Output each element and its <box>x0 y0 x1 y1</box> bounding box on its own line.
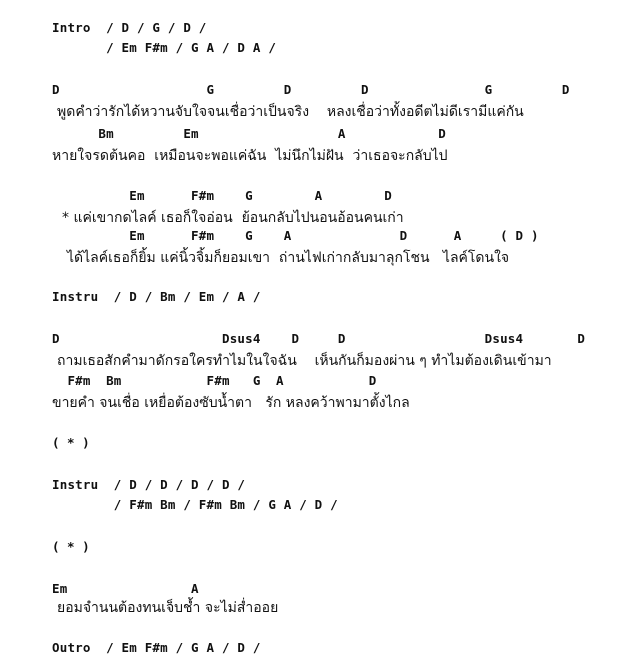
section-line: / Em F#m / G A / D A / <box>52 40 277 55</box>
chord-line: Em F#m G A D <box>52 188 392 203</box>
lyric-line: ได้ไลค์เธอก็ยิ้ม แค่นิ้วจิ้มก็ยอมเขา ถ่านไฟเก่ากลับมาลุกโชน ไลค์โดนใจ <box>67 250 510 266</box>
section-line: Outro / Em F#m / G A / D / <box>52 640 261 655</box>
lyric-line: ขายคำ จนเชื่อ เหยื่อต้องซับน้ำตา รัก หลงคว้าพามาตั้งไกล <box>52 395 410 411</box>
lyric-line: หายใจรดต้นคอ เหมือนจะพอแค่ฉัน ไม่นึกไม่ฝัน ว่าเธอจะกลับไป <box>52 148 448 164</box>
lyric-line: ยอมจำนนต้องทนเจ็บช้ำ จะไม่ส่ำออย <box>57 600 279 616</box>
lyric-line: พูดคำว่ารักได้หวานจับใจจนเชื่อว่าเป็นจริง หลงเชื่อว่าทั้งอดีตไม่ดีเรามีแค่กัน <box>57 104 524 120</box>
chord-line: D Dsus4 D D Dsus4 D <box>52 331 586 346</box>
repeat-marker-line: ( * ) <box>52 435 90 450</box>
section-line: Instru / D / D / D / D / <box>52 477 246 492</box>
section-line: / F#m Bm / F#m Bm / G A / D / <box>52 497 338 512</box>
chord-line: F#m Bm F#m G A D <box>52 373 377 388</box>
section-line: Instru / D / Bm / Em / A / <box>52 289 261 304</box>
lyric-line: ถามเธอสักคำมาดักรอใครทำไมในใจฉัน เห็นกันก็มองผ่าน ๆ ทำไมต้องเดินเข้ามา <box>57 353 552 369</box>
section-line: Intro / D / G / D / <box>52 20 207 35</box>
chord-line: Em A <box>52 581 199 596</box>
chord-line: Em F#m G A D A ( D ) <box>52 228 539 243</box>
repeat-marker-line: ( * ) <box>52 539 90 554</box>
chord-line: Bm Em A D <box>52 126 447 141</box>
lyric-line: * แค่เขากดไลค์ เธอก็ใจอ่อน ย้อนกลับไปนอนอ้อนคนเก่า <box>62 210 404 226</box>
chord-line: D G D D G D <box>52 82 570 97</box>
